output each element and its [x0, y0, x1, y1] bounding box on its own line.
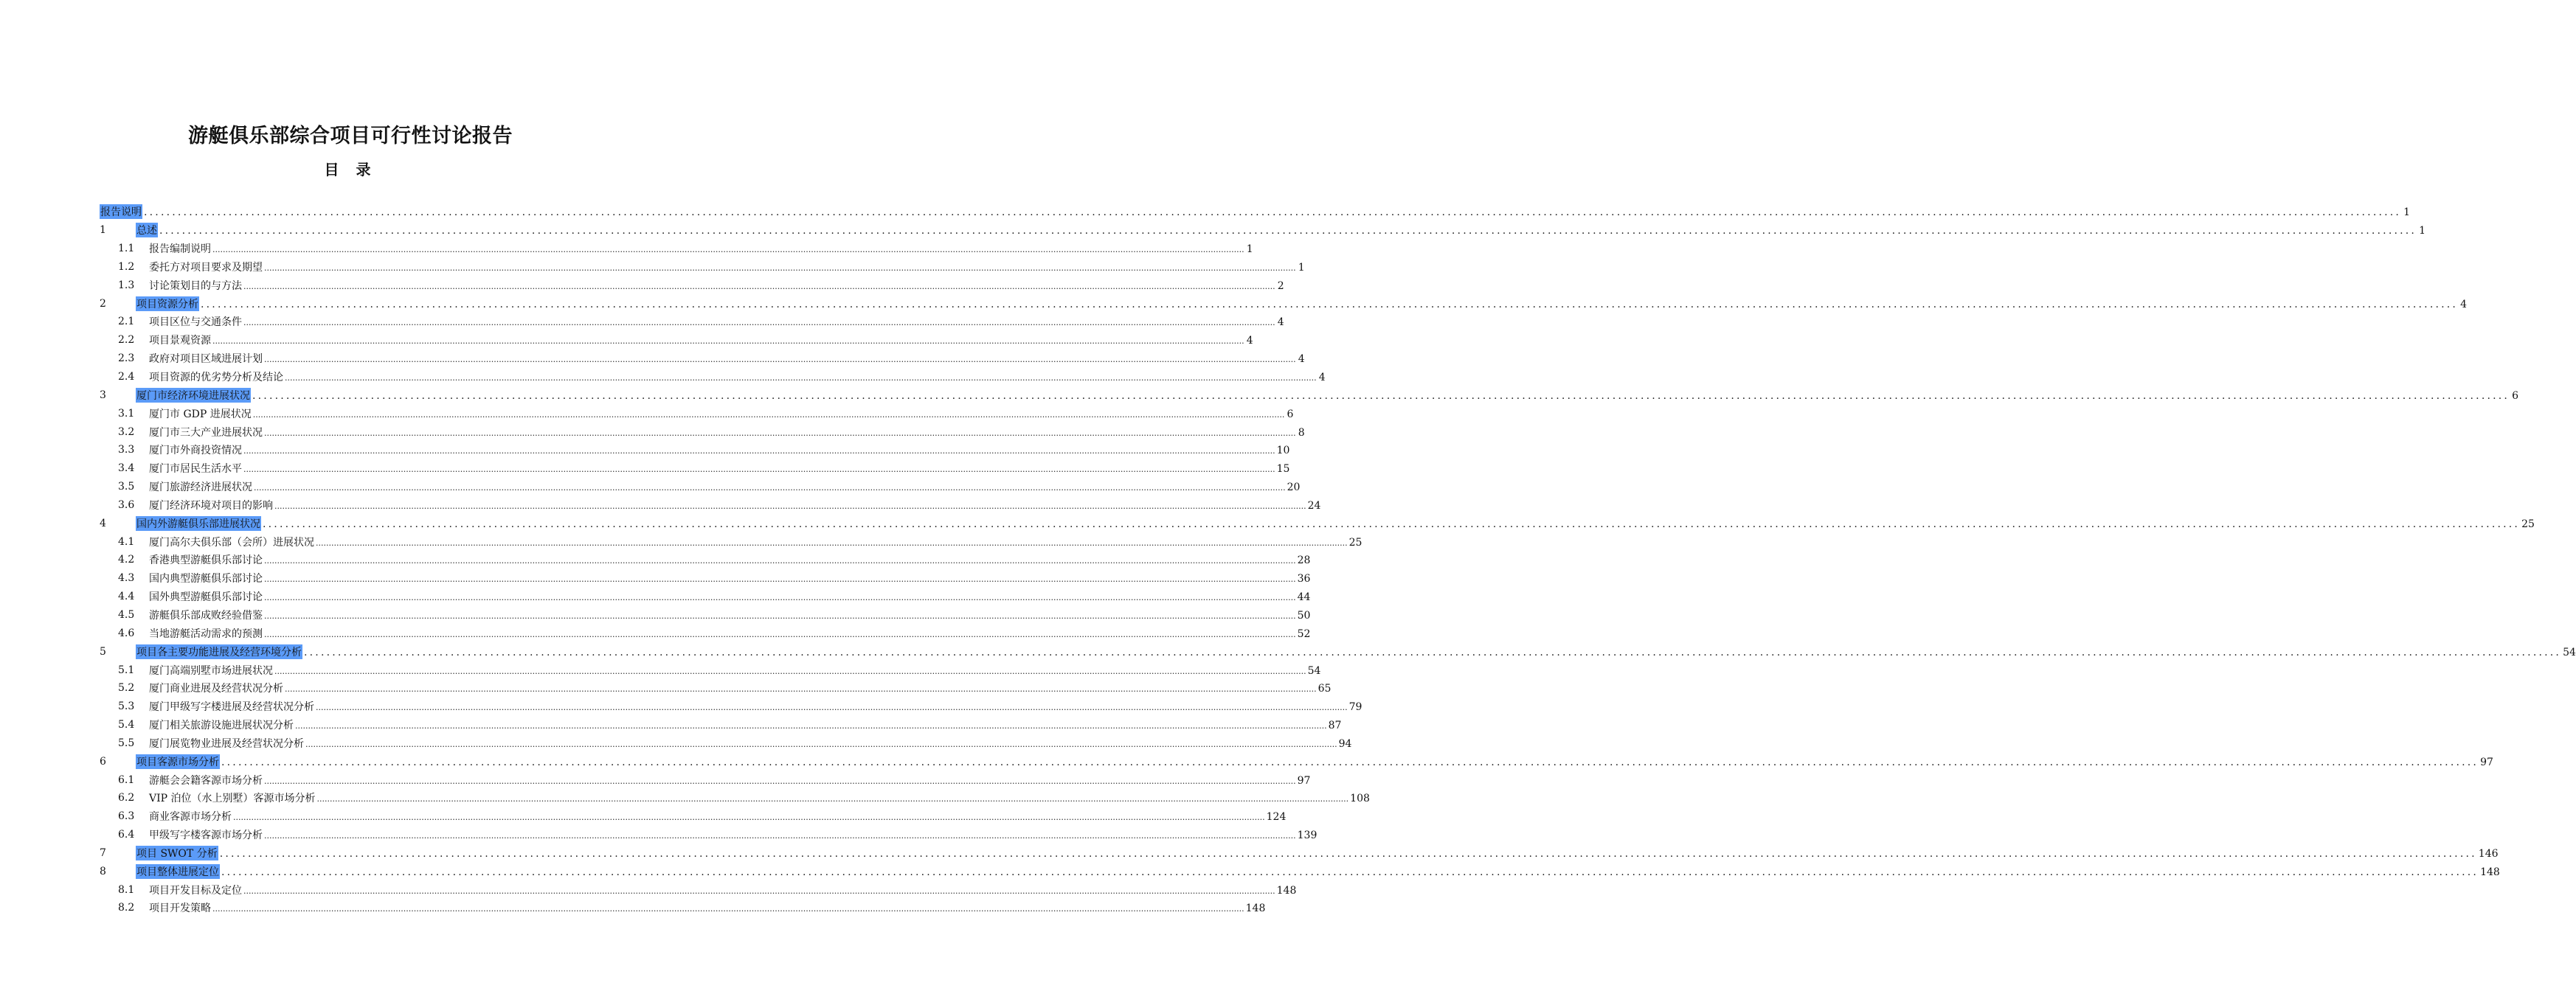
toc-entry[interactable] — [100, 514, 2535, 532]
dot-leader: ................................................................................................................................................................................................................................................................................................................................................................................................................ — [212, 904, 1244, 914]
dot-leader: ................................................................................................................................................................................................................................................................................................................................................................................................................ — [316, 538, 1348, 548]
toc-entry-number: 4.4 — [118, 591, 135, 603]
toc-entry-number: 6 — [100, 755, 106, 768]
toc-entry-number: 6.4 — [118, 829, 135, 841]
toc-entry[interactable] — [100, 698, 1363, 716]
toc-entry-number: 8.1 — [118, 883, 135, 896]
dot-leader: ................................................................................................................................................................................................................................................................................................................................................................................................................ — [201, 298, 2459, 310]
toc-entry[interactable] — [100, 771, 1311, 789]
toc-entry-number: 3 — [100, 389, 106, 401]
dot-leader: ................................................................................................................................................................................................................................................................................................................................................................................................................ — [285, 373, 1317, 383]
toc-entry-page: 15 — [1276, 463, 1290, 476]
toc-entry-title[interactable]: 总述 — [136, 223, 158, 237]
dot-leader: ................................................................................................................................................................................................................................................................................................................................................................................................................ — [274, 666, 1306, 676]
toc-entry-number: 3.3 — [118, 444, 135, 456]
toc-entry-title[interactable]: 厦门市外商投资情况 — [149, 445, 242, 457]
toc-entry-page: 4 — [2460, 298, 2468, 310]
toc-entry[interactable] — [100, 642, 2576, 661]
toc-entry-page: 139 — [1297, 830, 1318, 842]
dot-leader: ................................................................................................................................................................................................................................................................................................................................................................................................................ — [304, 646, 2562, 658]
toc-entry[interactable] — [100, 294, 2468, 313]
dot-leader: ................................................................................................................................................................................................................................................................................................................................................................................................................ — [212, 336, 1244, 347]
table-of-contents — [100, 203, 2576, 917]
toc-entry-page: 4 — [1298, 353, 1305, 366]
toc-entry[interactable] — [100, 221, 2426, 240]
toc-entry-page: 146 — [2478, 847, 2499, 860]
toc-entry-title[interactable]: 厦门市经济环境进展状况 — [136, 388, 251, 403]
toc-entry-title[interactable]: 游艇俱乐部成败经验借鉴 — [149, 609, 263, 622]
dot-leader: ................................................................................................................................................................................................................................................................................................................................................................................................................ — [221, 866, 2479, 878]
toc-entry-page: 108 — [1350, 793, 1370, 805]
dot-leader: ................................................................................................................................................................................................................................................................................................................................................................................................................ — [243, 281, 1275, 291]
toc-entry-title[interactable]: 厦门展览物业进展及经营状况分析 — [149, 737, 304, 750]
toc-entry-number: 4.1 — [118, 535, 135, 548]
toc-entry-title[interactable]: 国内典型游艇俱乐部讨论 — [149, 573, 263, 585]
toc-entry[interactable] — [100, 899, 1266, 917]
toc-entry-title[interactable]: 报告说明 — [100, 204, 142, 219]
toc-entry-title[interactable]: 厦门商业进展及经营状况分析 — [149, 683, 283, 695]
dot-leader: ................................................................................................................................................................................................................................................................................................................................................................................................................ — [221, 756, 2479, 768]
toc-entry[interactable] — [100, 313, 1284, 331]
toc-entry-number: 5.3 — [118, 700, 135, 713]
toc-entry-title[interactable]: 委托方对项目要求及期望 — [149, 261, 263, 274]
toc-entry-title[interactable]: 厦门甲级写字楼进展及经营状况分析 — [149, 701, 314, 714]
dot-leader: ................................................................................................................................................................................................................................................................................................................................................................................................................ — [263, 518, 2521, 530]
toc-entry[interactable] — [100, 789, 1370, 807]
toc-entry-page: 1 — [1298, 261, 1305, 274]
toc-entry[interactable] — [100, 679, 1332, 698]
toc-entry-title[interactable]: 报告编制说明 — [149, 243, 211, 256]
toc-entry-title[interactable]: 香港典型游艇俱乐部讨论 — [149, 554, 263, 567]
toc-entry[interactable] — [100, 807, 1287, 826]
toc-entry-page: 4 — [1277, 316, 1284, 329]
toc-entry[interactable] — [100, 459, 1290, 478]
toc-entry-page: 6 — [1287, 408, 1294, 420]
dot-leader: ................................................................................................................................................................................................................................................................................................................................................................................................................ — [252, 389, 2510, 402]
toc-entry[interactable] — [100, 276, 1284, 294]
toc-entry-title[interactable]: 讨论策划目的与方法 — [149, 279, 242, 292]
toc-entry[interactable] — [100, 826, 1318, 844]
toc-entry-title[interactable]: 厦门经济环境对项目的影响 — [149, 499, 273, 512]
toc-entry[interactable] — [100, 331, 1253, 350]
toc-entry-number: 7 — [100, 846, 106, 859]
toc-entry-page: 4 — [1318, 372, 1326, 384]
toc-entry-number: 6.1 — [118, 773, 135, 786]
toc-entry[interactable] — [100, 203, 2411, 221]
toc-entry-page: 52 — [1297, 627, 1311, 640]
toc-entry-number: 5.4 — [118, 719, 135, 731]
dot-leader: ................................................................................................................................................................................................................................................................................................................................................................................................................ — [264, 593, 1296, 603]
toc-entry[interactable] — [100, 368, 1326, 386]
toc-entry-page: 79 — [1348, 701, 1363, 714]
dot-leader: ................................................................................................................................................................................................................................................................................................................................................................................................................ — [264, 355, 1296, 365]
toc-entry-title[interactable]: 国外典型游艇俱乐部讨论 — [149, 591, 263, 604]
toc-entry-number: 4.6 — [118, 627, 135, 639]
toc-entry[interactable] — [100, 350, 1305, 368]
toc-entry-number: 6.2 — [118, 792, 135, 804]
dot-leader: ................................................................................................................................................................................................................................................................................................................................................................................................................ — [264, 629, 1296, 639]
toc-entry-title[interactable]: 甲级写字楼客源市场分析 — [149, 830, 263, 842]
dot-leader: ................................................................................................................................................................................................................................................................................................................................................................................................................ — [254, 483, 1286, 493]
toc-entry-page: 97 — [1297, 774, 1311, 787]
toc-entry[interactable] — [100, 606, 1311, 625]
dot-leader: ................................................................................................................................................................................................................................................................................................................................................................................................................ — [243, 886, 1275, 896]
toc-entry-number: 3.2 — [118, 425, 135, 438]
toc-entry-page: 1 — [2403, 206, 2411, 219]
toc-entry-page: 65 — [1318, 683, 1332, 695]
dot-leader: ................................................................................................................................................................................................................................................................................................................................................................................................................ — [316, 703, 1348, 713]
toc-entry-title[interactable]: 厦门相关旅游设施进展状况分析 — [149, 720, 294, 732]
toc-entry-page: 87 — [1328, 720, 1342, 732]
dot-leader: ................................................................................................................................................................................................................................................................................................................................................................................................................ — [264, 574, 1296, 585]
toc-heading: 目 录 — [324, 161, 377, 178]
toc-entry[interactable] — [100, 734, 1352, 752]
dot-leader: ................................................................................................................................................................................................................................................................................................................................................................................................................ — [305, 739, 1337, 749]
toc-entry-page: 54 — [2563, 646, 2576, 658]
toc-entry-title[interactable]: 国内外游艇俱乐部进展状况 — [136, 516, 261, 531]
toc-entry-page: 2 — [1277, 279, 1284, 292]
toc-entry-number: 1.1 — [118, 243, 135, 255]
toc-entry-page: 4 — [1246, 335, 1253, 347]
toc-entry[interactable] — [100, 862, 2500, 880]
toc-entry-page: 1 — [1246, 243, 1253, 256]
toc-entry-page: 6 — [2512, 389, 2519, 402]
dot-leader: ................................................................................................................................................................................................................................................................................................................................................................................................................ — [243, 446, 1275, 456]
toc-entry-number: 2.2 — [118, 334, 135, 347]
toc-entry[interactable] — [100, 844, 2499, 863]
toc-entry-page: 10 — [1276, 445, 1290, 457]
toc-entry-number: 8 — [100, 865, 106, 877]
toc-entry-page: 54 — [1307, 664, 1321, 677]
toc-entry-page: 8 — [1298, 426, 1305, 439]
dot-leader: ................................................................................................................................................................................................................................................................................................................................................................................................................ — [252, 409, 1285, 420]
toc-entry-page: 1 — [2419, 225, 2426, 237]
toc-entry-title[interactable]: 厦门高端别墅市场进展状况 — [149, 664, 273, 677]
document-title: 游艇俱乐部综合项目可行性讨论报告 — [188, 125, 513, 147]
dot-leader: ................................................................................................................................................................................................................................................................................................................................................................................................................ — [243, 465, 1275, 475]
dot-leader: ................................................................................................................................................................................................................................................................................................................................................................................................................ — [264, 776, 1296, 786]
dot-leader: ................................................................................................................................................................................................................................................................................................................................................................................................................ — [264, 831, 1296, 841]
toc-entry-number: 3.6 — [118, 498, 135, 511]
toc-entry-title[interactable]: 项目 SWOT 分析 — [136, 846, 218, 860]
toc-entry-number: 4.2 — [118, 554, 135, 566]
toc-entry[interactable] — [100, 404, 1294, 423]
toc-entry-number: 5 — [100, 645, 106, 658]
toc-entry-title[interactable]: 项目资源的优劣势分析及结论 — [149, 372, 283, 384]
toc-entry-number: 1.2 — [118, 260, 135, 273]
dot-leader: ................................................................................................................................................................................................................................................................................................................................................................................................................ — [295, 721, 1327, 731]
toc-entry-number: 5.1 — [118, 664, 135, 676]
toc-entry-title[interactable]: 项目整体进展定位 — [136, 864, 220, 879]
toc-entry-title[interactable]: 当地游艇活动需求的预测 — [149, 627, 263, 640]
dot-leader: ................................................................................................................................................................................................................................................................................................................................................................................................................ — [212, 245, 1244, 255]
dot-leader: ................................................................................................................................................................................................................................................................................................................................................................................................................ — [243, 318, 1275, 328]
toc-entry-page: 24 — [1307, 499, 1321, 512]
toc-entry-page: 97 — [2480, 756, 2493, 768]
toc-entry-number: 4.3 — [118, 572, 135, 585]
toc-entry-title[interactable]: 厦门市 GDP 进展状况 — [149, 408, 252, 420]
toc-entry-page: 124 — [1266, 811, 1287, 824]
dot-leader: ................................................................................................................................................................................................................................................................................................................................................................................................................ — [159, 225, 2417, 237]
toc-entry[interactable] — [100, 551, 1311, 569]
toc-entry-page: 25 — [2521, 518, 2535, 530]
toc-entry-number: 1.3 — [118, 279, 135, 291]
toc-entry-number: 4.5 — [118, 608, 135, 621]
toc-entry-page: 44 — [1297, 591, 1311, 604]
toc-entry[interactable] — [100, 661, 1321, 679]
toc-entry-number: 3.5 — [118, 481, 135, 493]
toc-entry-title[interactable]: 项目开发目标及定位 — [149, 884, 242, 897]
dot-leader: ................................................................................................................................................................................................................................................................................................................................................................................................................ — [264, 428, 1296, 438]
dot-leader: ................................................................................................................................................................................................................................................................................................................................................................................................................ — [274, 501, 1306, 511]
toc-entry-page: 36 — [1297, 573, 1311, 585]
dot-leader: ................................................................................................................................................................................................................................................................................................................................................................................................................ — [233, 813, 1265, 823]
toc-entry-title[interactable]: VIP 泊位（水上别墅）客源市场分析 — [149, 793, 316, 805]
toc-entry-number: 2.4 — [118, 371, 135, 383]
toc-entry-title[interactable]: 厦门市居民生活水平 — [149, 463, 242, 476]
toc-entry-title[interactable]: 项目各主要功能进展及经营环境分析 — [136, 644, 302, 659]
toc-entry[interactable] — [100, 240, 1253, 258]
toc-entry-page: 25 — [1348, 536, 1363, 549]
toc-entry[interactable] — [100, 624, 1311, 642]
toc-entry-title[interactable]: 厦门高尔夫俱乐部（会所）进展状况 — [149, 536, 314, 549]
toc-entry-page: 94 — [1338, 737, 1352, 750]
dot-leader: ................................................................................................................................................................................................................................................................................................................................................................................................................ — [316, 794, 1349, 804]
toc-entry-page: 148 — [1245, 903, 1266, 915]
toc-entry-page: 20 — [1287, 481, 1301, 494]
toc-entry-title[interactable]: 项目景观资源 — [149, 335, 211, 347]
toc-entry-page: 50 — [1297, 609, 1311, 622]
toc-entry[interactable] — [100, 478, 1301, 496]
toc-entry-number: 5.5 — [118, 737, 135, 749]
toc-entry-title[interactable]: 项目资源分析 — [136, 296, 199, 311]
toc-entry-title[interactable]: 游艇会会籍客源市场分析 — [149, 774, 263, 787]
toc-entry[interactable] — [100, 569, 1311, 588]
toc-entry[interactable] — [100, 496, 1321, 515]
dot-leader: ................................................................................................................................................................................................................................................................................................................................................................................................................ — [264, 611, 1296, 621]
dot-leader: ................................................................................................................................................................................................................................................................................................................................................................................................................ — [264, 262, 1296, 273]
toc-entry-title[interactable]: 项目客源市场分析 — [136, 754, 220, 769]
toc-entry[interactable] — [100, 386, 2519, 404]
toc-entry[interactable] — [100, 880, 1297, 899]
dot-leader: ................................................................................................................................................................................................................................................................................................................................................................................................................ — [285, 684, 1317, 695]
toc-entry-number: 8.2 — [118, 902, 135, 914]
toc-entry-title[interactable]: 厦门市三大产业进展状况 — [149, 426, 263, 439]
toc-entry-title[interactable]: 厦门旅游经济进展状况 — [149, 481, 252, 494]
toc-entry[interactable] — [100, 588, 1311, 606]
toc-entry[interactable] — [100, 423, 1305, 441]
toc-entry-page: 148 — [1276, 884, 1297, 897]
toc-entry-number: 4 — [100, 517, 106, 529]
toc-entry[interactable] — [100, 441, 1290, 459]
toc-entry[interactable] — [100, 716, 1342, 734]
dot-leader: ................................................................................................................................................................................................................................................................................................................................................................................................................ — [219, 847, 2477, 860]
toc-entry-number: 1 — [100, 224, 106, 237]
toc-entry-title[interactable]: 商业客源市场分析 — [149, 811, 232, 824]
toc-entry[interactable] — [100, 752, 2493, 771]
dot-leader: ................................................................................................................................................................................................................................................................................................................................................................................................................ — [144, 206, 2402, 219]
toc-entry-page: 28 — [1297, 554, 1311, 567]
toc-entry-title[interactable]: 项目开发策略 — [149, 903, 211, 915]
toc-entry-number: 6.3 — [118, 810, 135, 823]
toc-entry[interactable] — [100, 258, 1305, 277]
toc-entry-page: 148 — [2480, 866, 2500, 878]
toc-entry-title[interactable]: 项目区位与交通条件 — [149, 316, 242, 329]
toc-entry-number: 3.1 — [118, 407, 135, 420]
dot-leader: ................................................................................................................................................................................................................................................................................................................................................................................................................ — [264, 556, 1296, 566]
toc-entry-number: 2.1 — [118, 316, 135, 328]
toc-entry-number: 2 — [100, 297, 106, 310]
toc-entry[interactable] — [100, 532, 1363, 551]
toc-entry-number: 3.4 — [118, 462, 135, 475]
toc-entry-title[interactable]: 政府对项目区域进展计划 — [149, 353, 263, 366]
toc-entry-number: 5.2 — [118, 682, 135, 695]
toc-entry-number: 2.3 — [118, 352, 135, 365]
